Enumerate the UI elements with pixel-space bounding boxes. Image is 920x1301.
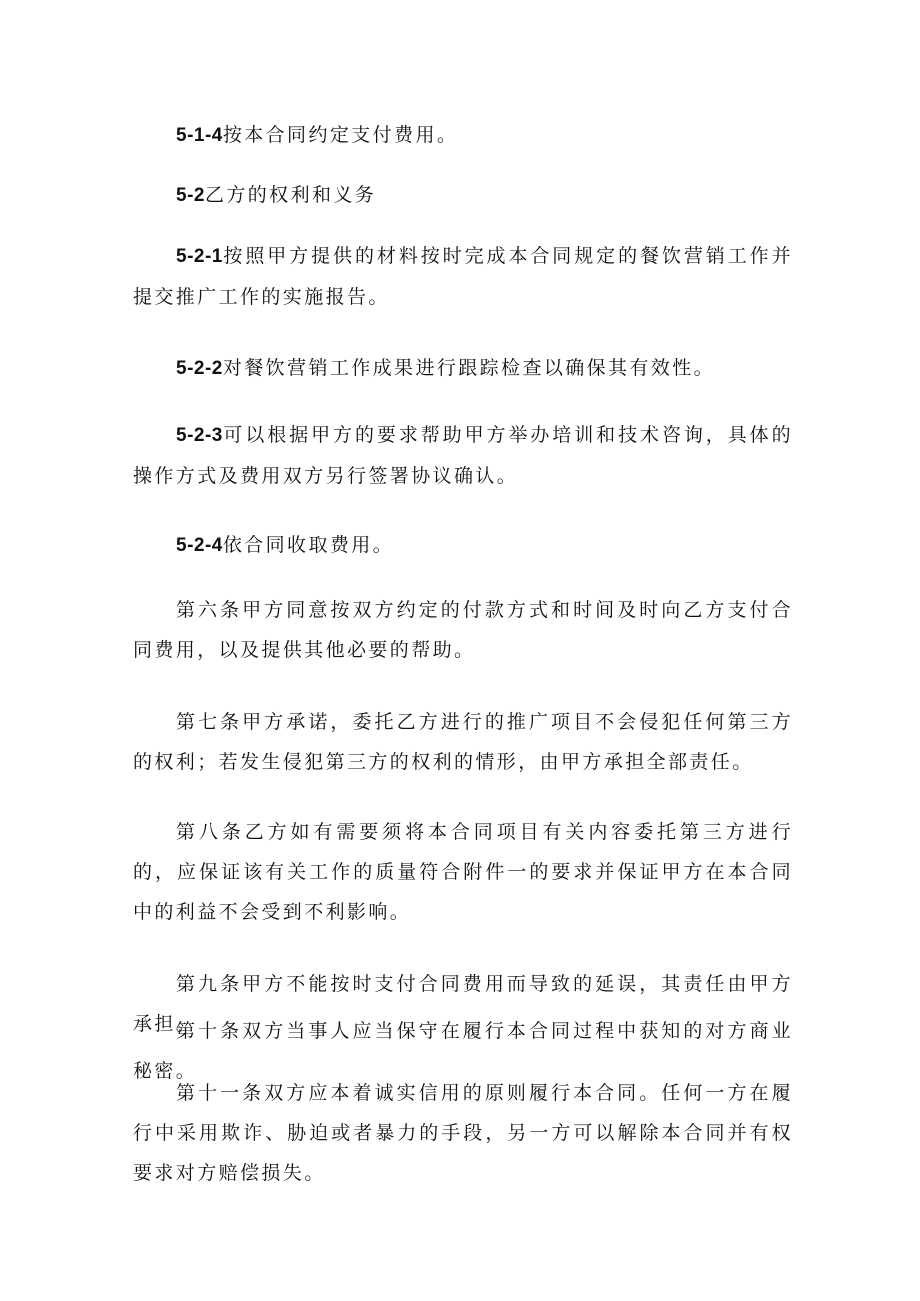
clause-text: 第六条甲方同意按双方约定的付款方式和时间及时向乙方支付合同费用，以及提供其他必要的帮助。 (133, 599, 793, 661)
article-11 (133, 1073, 793, 1193)
clause-text: 对餐饮营销工作成果进行跟踪检查以确保其有效性。 (222, 357, 716, 379)
clause-5-2-3 (133, 415, 793, 496)
clause-text: 第九条甲方不能按时支付合同费用而导致的延误，其责任由甲方承担。 (133, 973, 793, 1035)
clause-number: 5-2-1 (176, 246, 223, 267)
clause-text: 第十一条双方应本着诚实信用的原则履行本合同。任何一方在履行中采用欺诈、胁迫或者暴力的手段，另一方可以解除本合同并有权要求对方赔偿损失。 (133, 1082, 793, 1184)
clause-text: 第八条乙方如有需要须将本合同项目有关内容委托第三方进行的，应保证该有关工作的质量符合附件一的要求并保证甲方在本合同中的利益不会受到不利影响。 (133, 821, 793, 923)
clause-text: 第十条双方当事人应当保守在履行本合同过程中获知的对方商业秘密。 (133, 1020, 793, 1082)
clause-text: 乙方的权利和义务 (204, 184, 377, 206)
article-6 (133, 590, 793, 670)
clause-number: 5-2-2 (176, 358, 223, 379)
clause-5-2-4 (133, 525, 793, 566)
clause-text: 按照甲方提供的材料按时完成本合同规定的餐饮营销工作并提交推广工作的实施报告。 (133, 245, 793, 308)
clause-number: 5-2 (176, 185, 205, 206)
clause-text: 第七条甲方承诺，委托乙方进行的推广项目不会侵犯任何第三方的权利；若发生侵犯第三方的权利的情形，由甲方承担全部责任。 (133, 711, 793, 773)
clause-5-2-1 (133, 236, 793, 317)
section-5-2-heading (133, 175, 793, 216)
clause-5-1-4 (133, 115, 793, 156)
clause-number: 5-1-4 (176, 125, 223, 146)
clause-text: 可以根据甲方的要求帮助甲方举办培训和技术咨询，具体的操作方式及费用双方另行签署协议确认。 (133, 424, 793, 487)
clause-number: 5-2-3 (176, 425, 223, 446)
article-7 (133, 702, 793, 782)
clause-text: 按本合同约定支付费用。 (222, 124, 459, 146)
clause-text: 依合同收取费用。 (222, 534, 395, 556)
article-8 (133, 812, 793, 932)
clause-number: 5-2-4 (176, 535, 223, 556)
clause-5-2-2 (133, 348, 793, 389)
